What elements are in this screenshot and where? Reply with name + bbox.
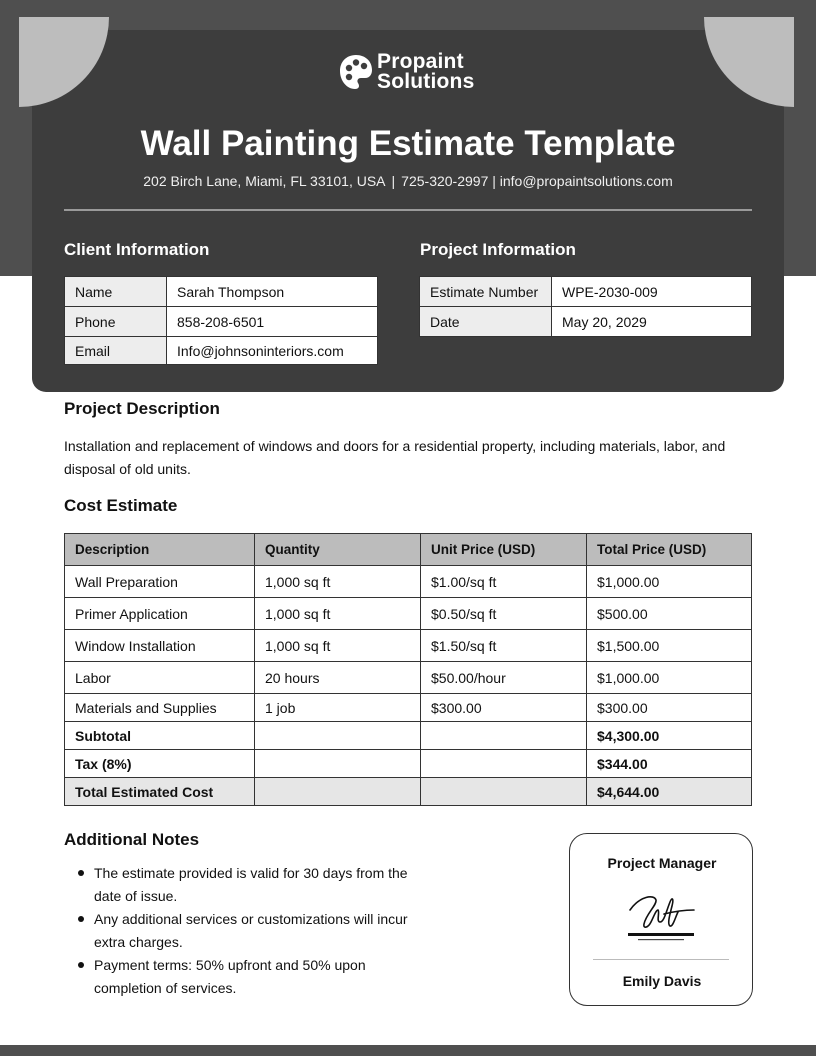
grand-total-row — [65, 778, 752, 806]
subtotal-row — [65, 722, 752, 750]
bottom-band — [0, 1045, 816, 1056]
list-item: Payment terms: 50% upfront and 50% upon completion of services. — [76, 954, 426, 1000]
column-header: Unit Price (USD) — [421, 534, 587, 566]
company-name-line1: Propaint — [377, 50, 464, 73]
client-value: Info@johnsoninteriors.com — [167, 337, 378, 365]
table-row — [65, 662, 752, 694]
column-header: Quantity — [255, 534, 421, 566]
grand-total-value: $4,644.00 — [587, 778, 752, 806]
company-name-line2: Solutions — [377, 70, 475, 93]
client-label: Phone — [65, 307, 167, 337]
cost-estimate-heading: Cost Estimate — [64, 496, 178, 515]
company-address-line — [0, 173, 816, 189]
empty-cell — [255, 750, 421, 778]
item-unit-price: $0.50/sq ft — [421, 598, 587, 630]
company-logo — [338, 52, 474, 92]
project-value: WPE-2030-009 — [552, 277, 752, 307]
tax-label: Tax (8%) — [65, 750, 255, 778]
palette-icon — [338, 52, 374, 92]
table-row — [65, 630, 752, 662]
item-unit-price: $300.00 — [421, 694, 587, 722]
item-total: $500.00 — [587, 598, 752, 630]
project-info-heading: Project Information — [420, 240, 576, 259]
signer-name: Emily Davis — [622, 973, 702, 989]
company-name — [377, 52, 474, 92]
item-description: Primer Application — [65, 598, 255, 630]
item-description: Window Installation — [65, 630, 255, 662]
cost-estimate-table — [64, 533, 752, 806]
client-label: Name — [65, 277, 167, 307]
client-row-email — [65, 337, 378, 365]
item-total: $1,000.00 — [587, 662, 752, 694]
additional-notes-heading: Additional Notes — [64, 830, 200, 849]
client-row-name — [65, 277, 378, 307]
client-value: 858-208-6501 — [167, 307, 378, 337]
tax-value: $344.00 — [587, 750, 752, 778]
list-item: The estimate provided is valid for 30 days from the date of issue. — [76, 862, 426, 908]
item-quantity: 1 job — [255, 694, 421, 722]
item-quantity: 20 hours — [255, 662, 421, 694]
notes-list — [76, 862, 426, 1000]
list-item: Any additional services or customizations will incur extra charges. — [76, 908, 426, 954]
table-row — [65, 566, 752, 598]
project-description-text: Installation and replacement of windows and doors for a residential property, including materials, labor, and disposal of old units. — [64, 438, 726, 477]
item-total: $1,000.00 — [587, 566, 752, 598]
project-value: May 20, 2029 — [552, 307, 752, 337]
signature-scribble — [626, 888, 698, 946]
page-title: Wall Painting Estimate Template — [140, 124, 676, 163]
client-info-heading: Client Information — [64, 240, 210, 259]
item-description: Labor — [65, 662, 255, 694]
grand-total-label: Total Estimated Cost — [65, 778, 255, 806]
header-divider — [64, 209, 752, 211]
client-label: Email — [65, 337, 167, 365]
column-header: Description — [65, 534, 255, 566]
company-address: 202 Birch Lane, Miami, FL 33101, USA — [143, 173, 386, 189]
column-header: Total Price (USD) — [587, 534, 752, 566]
project-label: Date — [420, 307, 552, 337]
item-unit-price: $50.00/hour — [421, 662, 587, 694]
table-header-row — [65, 534, 752, 566]
item-description: Materials and Supplies — [65, 694, 255, 722]
item-description: Wall Preparation — [65, 566, 255, 598]
item-quantity: 1,000 sq ft — [255, 630, 421, 662]
client-value: Sarah Thompson — [167, 277, 378, 307]
subtotal-label: Subtotal — [65, 722, 255, 750]
separator: | — [391, 173, 396, 189]
item-quantity: 1,000 sq ft — [255, 566, 421, 598]
project-info-table — [419, 276, 752, 337]
client-row-phone — [65, 307, 378, 337]
empty-cell — [421, 722, 587, 750]
item-quantity: 1,000 sq ft — [255, 598, 421, 630]
item-unit-price: $1.00/sq ft — [421, 566, 587, 598]
project-row-estimate-number — [420, 277, 752, 307]
subtotal-value: $4,300.00 — [587, 722, 752, 750]
project-row-date — [420, 307, 752, 337]
table-row — [65, 694, 752, 722]
company-contact: 725-320-2997 | info@propaintsolutions.com — [401, 173, 673, 189]
item-unit-price: $1.50/sq ft — [421, 630, 587, 662]
client-info-table — [64, 276, 378, 365]
signature-card — [569, 833, 753, 1006]
table-row — [65, 598, 752, 630]
project-description-heading: Project Description — [64, 399, 220, 418]
project-label: Estimate Number — [420, 277, 552, 307]
item-total: $1,500.00 — [587, 630, 752, 662]
empty-cell — [255, 778, 421, 806]
signature-divider — [593, 959, 729, 960]
item-total: $300.00 — [587, 694, 752, 722]
signer-role: Project Manager — [607, 855, 717, 871]
tax-row — [65, 750, 752, 778]
empty-cell — [421, 750, 587, 778]
empty-cell — [255, 722, 421, 750]
empty-cell — [421, 778, 587, 806]
